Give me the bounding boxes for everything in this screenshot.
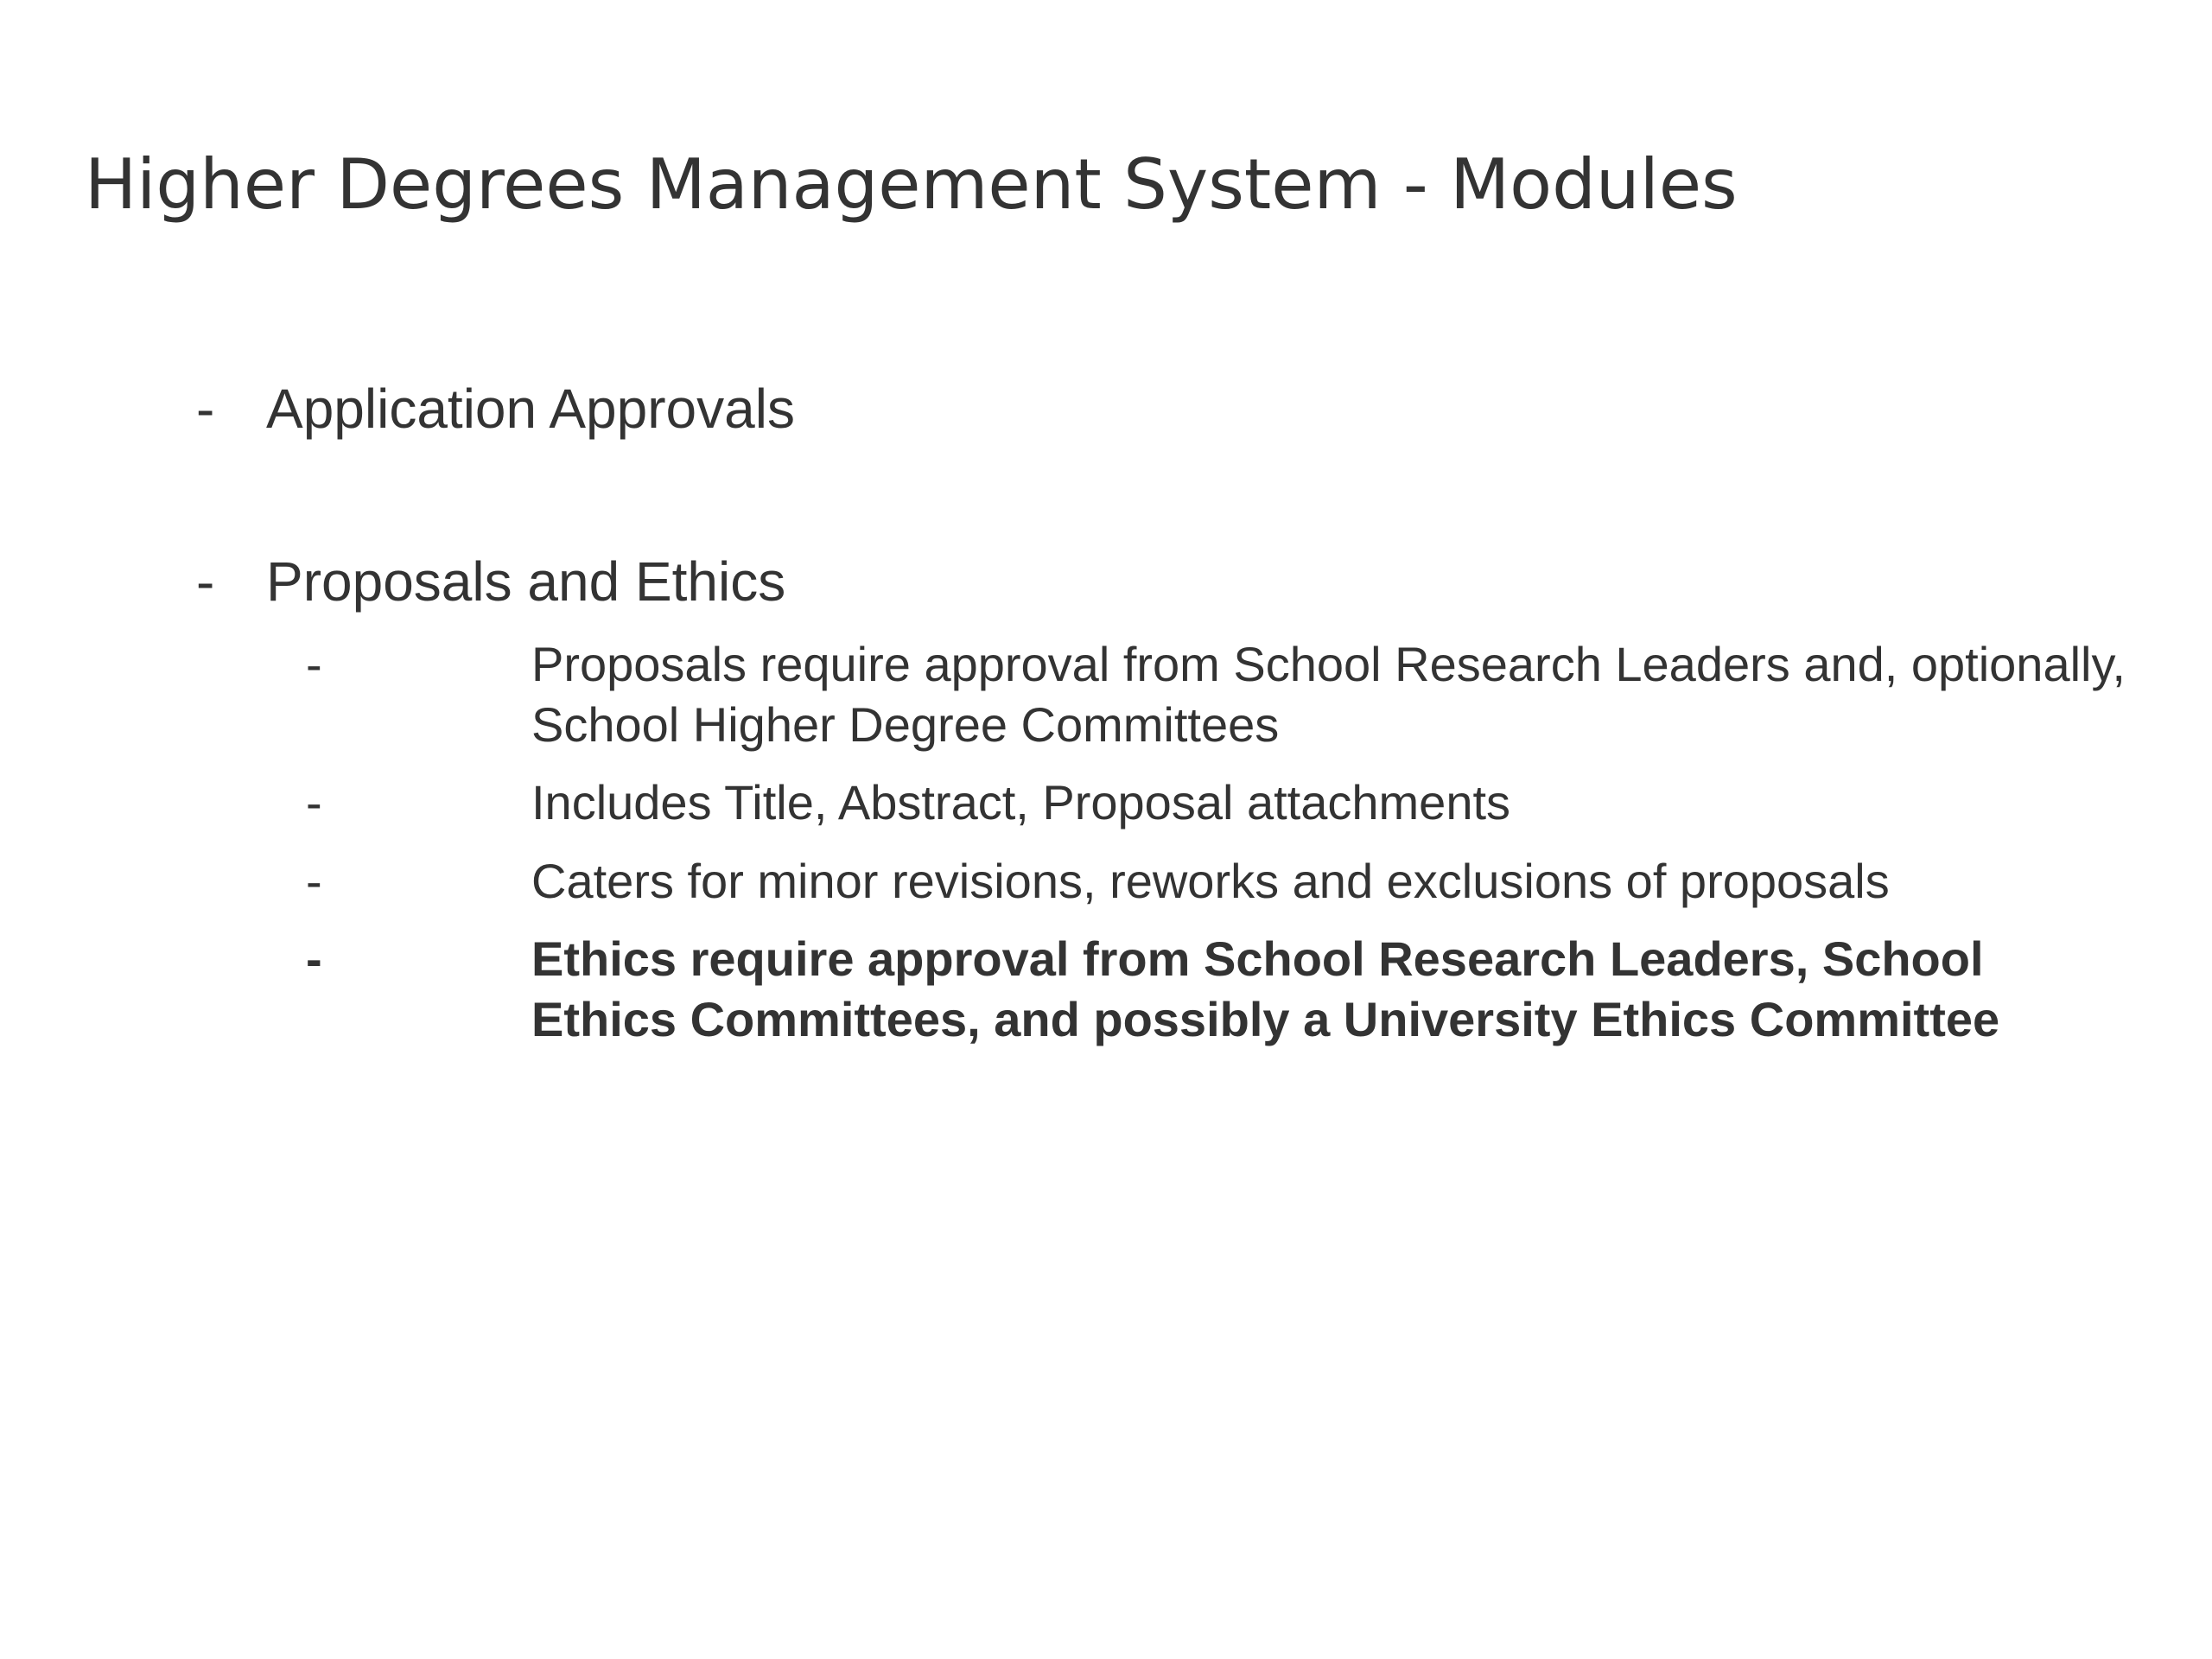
bullet-text: Application Approvals — [266, 378, 795, 440]
subbullet-dash: - — [306, 854, 322, 908]
subbullet-text: Ethics require approval from School Research Leaders, School Ethics Committees, and possibly a University Ethics Committee — [531, 931, 2000, 1046]
subbullet-text: Caters for minor revisions, reworks and exclusions of proposals — [531, 854, 1890, 908]
slide-title: Higher Degrees Management System - Modules — [85, 144, 1738, 225]
bullet-dash: - — [196, 550, 215, 613]
subbullet-dash: - — [306, 637, 322, 691]
subbullet-text: Includes Title, Abstract, Proposal attachments — [531, 775, 1511, 830]
subbullet-dash: - — [306, 931, 322, 986]
bullet-text: Proposals and Ethics — [266, 550, 786, 613]
subbullet-text: Proposals require approval from School Research Leaders and, optionally, School Higher Degree Committees — [531, 637, 2126, 752]
bullet-dash: - — [196, 378, 215, 440]
subbullet-dash: - — [306, 775, 322, 830]
